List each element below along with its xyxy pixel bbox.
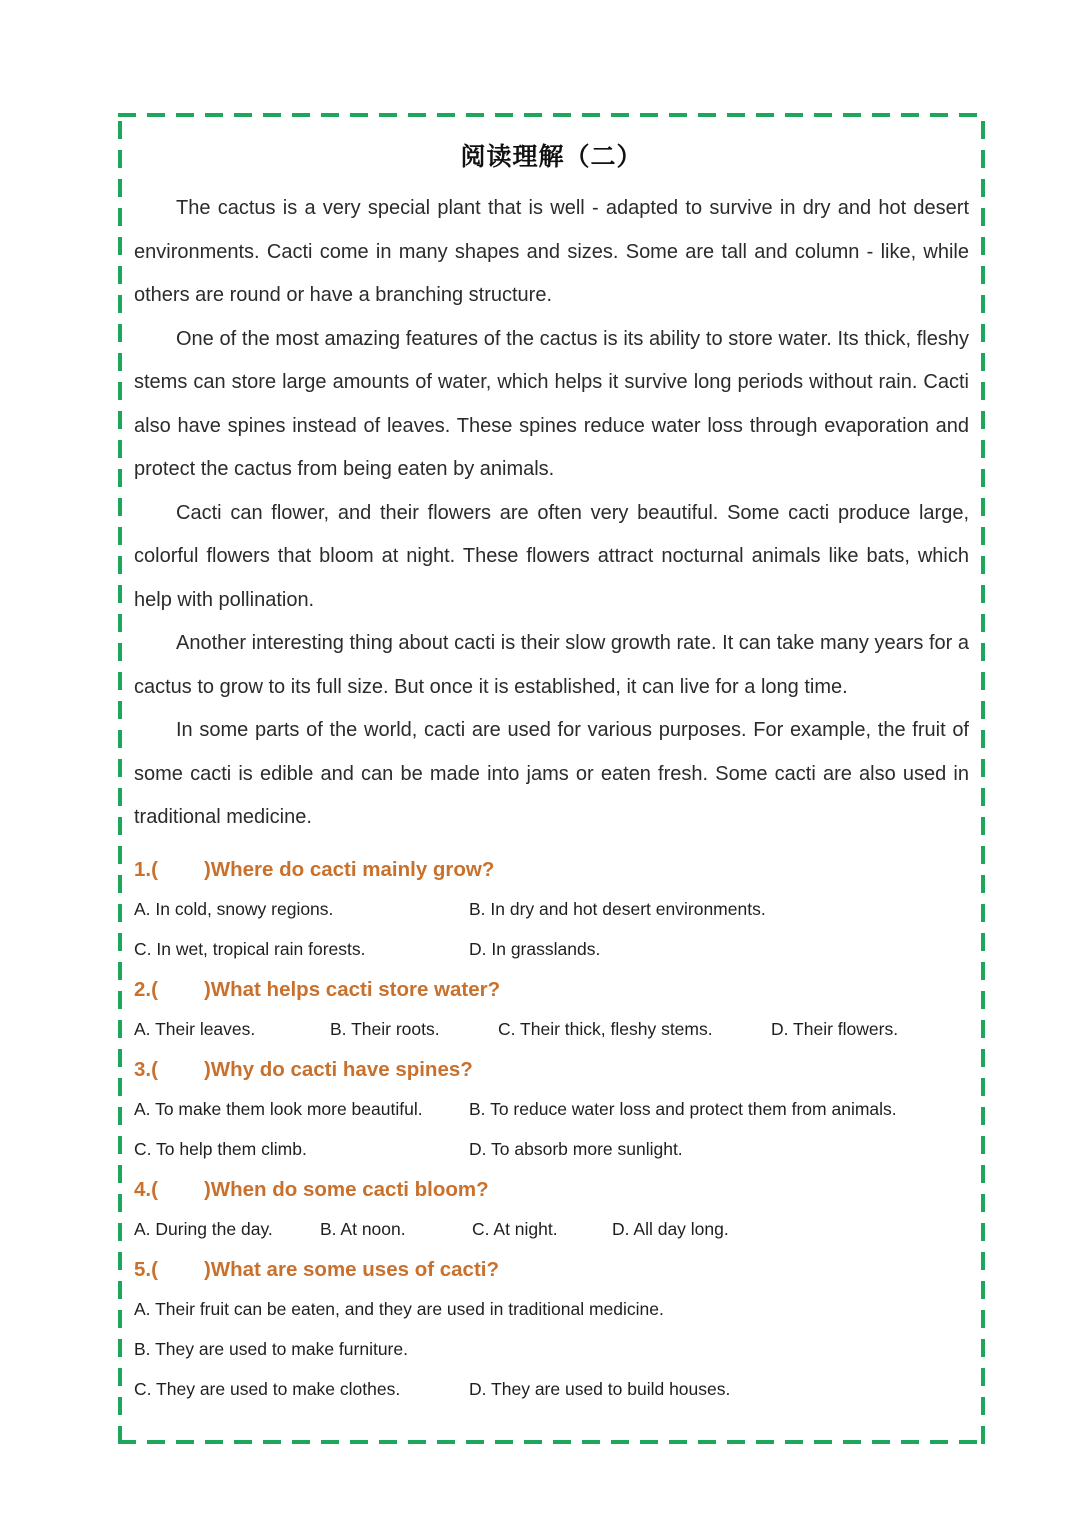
- option-b: B. To reduce water loss and protect them from animals.: [469, 1099, 897, 1119]
- option-a: A. In cold, snowy regions.: [134, 899, 334, 919]
- option-a: A. Their leaves.: [134, 1019, 256, 1039]
- option-d: D. All day long.: [612, 1219, 729, 1239]
- question-text: )What helps cacti store water?: [203, 977, 501, 1001]
- worksheet-dashed-border: [118, 113, 985, 1444]
- question-5-options-row-1: [134, 1290, 969, 1330]
- question-2: [134, 970, 969, 1050]
- question-1-options-row-2: [134, 930, 969, 970]
- question-3-options-row-1: [134, 1090, 969, 1130]
- question-number: 3.(: [134, 1057, 158, 1081]
- question-1-heading: [134, 850, 969, 890]
- option-b: B. Their roots.: [330, 1019, 440, 1039]
- question-2-options-row-1: [134, 1010, 969, 1050]
- passage-paragraph-1: The cactus is a very special plant that is well - adapted to survive in dry and hot desert environments. Cacti come in many shapes and sizes. Some are tall and column - like, while others are round or have a branching structure.: [134, 197, 969, 306]
- question-5: [134, 1250, 969, 1410]
- option-d: D. To absorb more sunlight.: [469, 1139, 683, 1159]
- option-b: B. At noon.: [320, 1219, 406, 1239]
- option-d: D. In grasslands.: [469, 939, 601, 959]
- passage-paragraph-3: Cacti can flower, and their flowers are often very beautiful. Some cacti produce large, colorful flowers that bloom at night. These flowers attract nocturnal animals like bats, which help with pollination.: [134, 501, 969, 611]
- question-number: 4.(: [134, 1177, 158, 1201]
- question-text: )When do some cacti bloom?: [203, 1177, 489, 1201]
- question-1-options-row-1: [134, 890, 969, 930]
- question-text: )Why do cacti have spines?: [203, 1057, 473, 1081]
- question-3-heading: [134, 1050, 969, 1090]
- question-number: 1.(: [134, 857, 158, 881]
- option-a: A. During the day.: [134, 1219, 273, 1239]
- passage-paragraph-2: One of the most amazing features of the cactus is its ability to store water. Its thick, fleshy stems can store large amounts of water, which helps it survive long periods without rain. Cacti also have spines instead of leaves. These spines reduce water loss through evaporation and protect the cactus from being eaten by animals.: [134, 327, 969, 480]
- question-number: 2.(: [134, 977, 158, 1001]
- option-c: C. They are used to make clothes.: [134, 1379, 401, 1399]
- option-b: B. In dry and hot desert environments.: [469, 899, 766, 919]
- worksheet-title: 阅读理解（二）: [460, 143, 643, 171]
- question-4: [134, 1170, 969, 1250]
- question-number: 5.(: [134, 1257, 158, 1281]
- question-5-options-row-2: [134, 1330, 969, 1370]
- passage-paragraph-5: In some parts of the world, cacti are used for various purposes. For example, the fruit of some cacti is edible and can be made into jams or eaten fresh. Some cacti are also used in traditional medicine.: [134, 719, 969, 828]
- question-text: )What are some uses of cacti?: [203, 1257, 499, 1281]
- question-text: )Where do cacti mainly grow?: [203, 857, 495, 881]
- option-c: C. In wet, tropical rain forests.: [134, 939, 366, 959]
- passage-paragraph-4: Another interesting thing about cacti is their slow growth rate. It can take many years for a cactus to grow to its full size. But once it is established, it can live for a long time.: [134, 632, 969, 698]
- option-c: C. To help them climb.: [134, 1139, 307, 1159]
- questions-section: [134, 850, 969, 1410]
- question-1: [134, 850, 969, 970]
- question-3-options-row-2: [134, 1130, 969, 1170]
- question-4-heading: [134, 1170, 969, 1210]
- option-d: D. Their flowers.: [771, 1019, 899, 1039]
- option-c: C. At night.: [472, 1219, 558, 1239]
- question-5-options-row-3: [134, 1370, 969, 1410]
- question-3: [134, 1050, 969, 1170]
- question-2-heading: [134, 970, 969, 1010]
- option-c: C. Their thick, fleshy stems.: [498, 1019, 713, 1039]
- option-d: D. They are used to build houses.: [469, 1379, 731, 1399]
- option-a: A. Their fruit can be eaten, and they are used in traditional medicine.: [134, 1299, 664, 1319]
- option-a: A. To make them look more beautiful.: [134, 1099, 423, 1119]
- question-5-heading: [134, 1250, 969, 1290]
- question-4-options-row-1: [134, 1210, 969, 1250]
- option-b: B. They are used to make furniture.: [134, 1339, 408, 1359]
